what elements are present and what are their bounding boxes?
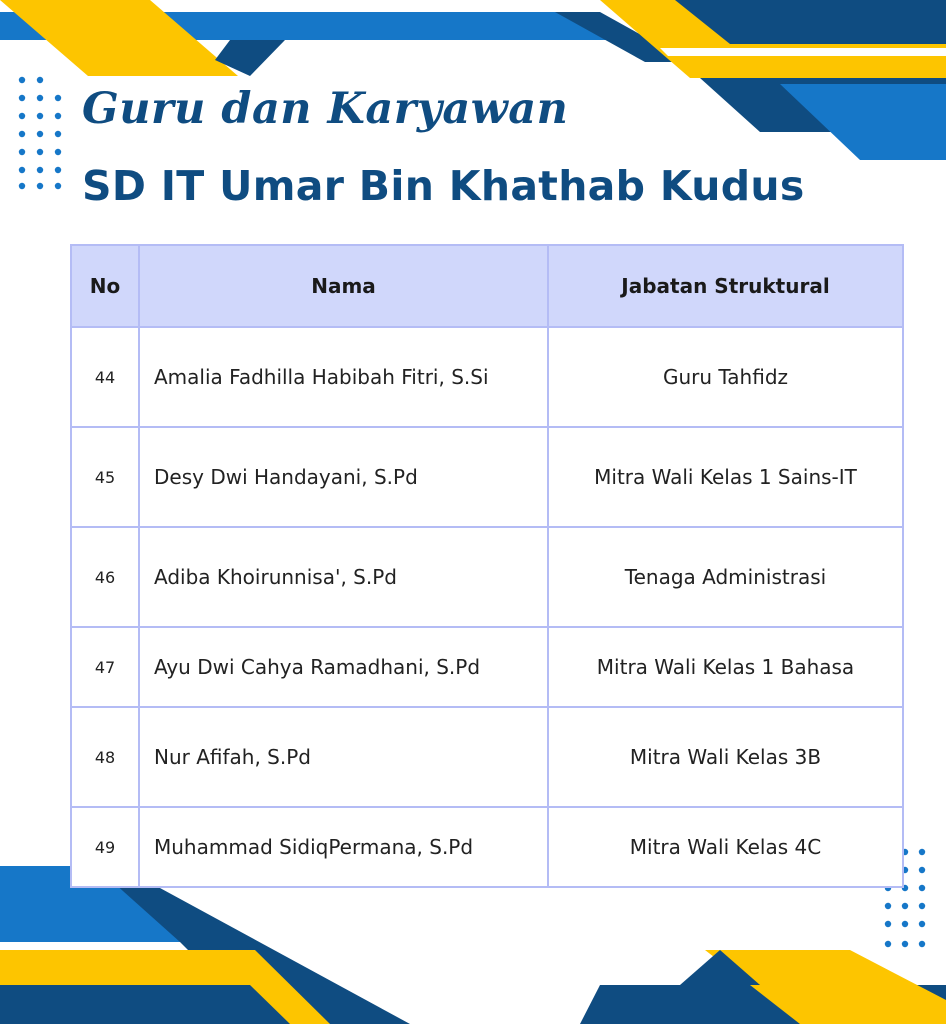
bottom-left-white-gap bbox=[0, 942, 188, 950]
row-nama: Nur Afifah, S.Pd bbox=[139, 707, 548, 807]
school-name-title: SD IT Umar Bin Khathab Kudus bbox=[82, 162, 805, 210]
row-number: 49 bbox=[71, 807, 139, 887]
row-jabatan: Tenaga Administrasi bbox=[548, 527, 903, 627]
top-right-white-gap bbox=[660, 48, 946, 56]
row-jabatan: Mitra Wali Kelas 4C bbox=[548, 807, 903, 887]
column-header-no: No bbox=[71, 245, 139, 327]
row-number: 48 bbox=[71, 707, 139, 807]
staff-table bbox=[70, 244, 904, 888]
page-title: Guru dan Karyawan bbox=[82, 84, 569, 134]
row-nama: Amalia Fadhilla Habibah Fitri, S.Si bbox=[139, 327, 548, 427]
row-number: 45 bbox=[71, 427, 139, 527]
row-jabatan: Guru Tahfidz bbox=[548, 327, 903, 427]
row-number: 47 bbox=[71, 627, 139, 707]
table-row bbox=[71, 327, 903, 427]
row-nama: Ayu Dwi Cahya Ramadhani, S.Pd bbox=[139, 627, 548, 707]
table-row bbox=[71, 527, 903, 627]
table-row bbox=[71, 627, 903, 707]
row-number: 44 bbox=[71, 327, 139, 427]
row-nama: Muhammad SidiqPermana, S.Pd bbox=[139, 807, 548, 887]
column-header-nama: Nama bbox=[139, 245, 548, 327]
column-header-jabatan: Jabatan Struktural bbox=[548, 245, 903, 327]
row-jabatan: Mitra Wali Kelas 1 Sains-IT bbox=[548, 427, 903, 527]
row-nama: Adiba Khoirunnisa', S.Pd bbox=[139, 527, 548, 627]
table-row bbox=[71, 707, 903, 807]
table-header-row bbox=[71, 245, 903, 327]
bottom-left-navy-base bbox=[0, 985, 290, 1024]
table-row bbox=[71, 427, 903, 527]
row-nama: Desy Dwi Handayani, S.Pd bbox=[139, 427, 548, 527]
row-jabatan: Mitra Wali Kelas 3B bbox=[548, 707, 903, 807]
table-row bbox=[71, 807, 903, 887]
top-left-dot-grid bbox=[19, 77, 61, 189]
row-jabatan: Mitra Wali Kelas 1 Bahasa bbox=[548, 627, 903, 707]
row-number: 46 bbox=[71, 527, 139, 627]
